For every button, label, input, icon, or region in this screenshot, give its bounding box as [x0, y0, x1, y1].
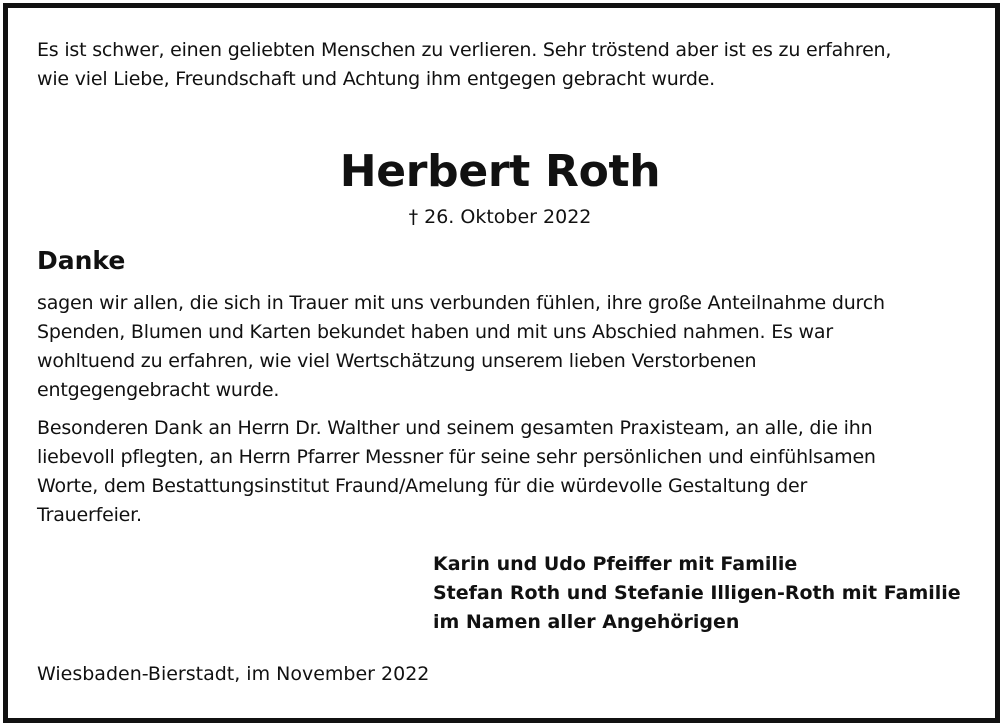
paragraph-line: Spenden, Blumen und Karten bekundet haben und mit uns Abschied nahmen. Es war: [37, 321, 833, 343]
place-and-date: Wiesbaden-Bierstadt, im November 2022: [37, 663, 430, 685]
intro-line: Es ist schwer, einen geliebten Menschen zu verlieren. Sehr tröstend aber ist es zu erfahren,: [37, 39, 892, 61]
thanks-heading: Danke: [37, 246, 126, 275]
paragraph-line: sagen wir allen, die sich in Trauer mit uns verbunden fühlen, ihre große Anteilnahme durch: [37, 292, 885, 314]
paragraph-line: wohltuend zu erfahren, wie viel Wertschätzung unserem lieben Verstorbenen: [37, 350, 757, 372]
paragraph-line: entgegengebracht wurde.: [37, 379, 280, 401]
intro-line: wie viel Liebe, Freundschaft und Achtung ihm entgegen gebracht wurde.: [37, 68, 716, 90]
signature-line: im Namen aller Angehörigen: [433, 611, 740, 633]
family-signatures: [433, 550, 961, 637]
paragraph-line: liebevoll pflegten, an Herrn Pfarrer Messner für seine sehr persönlichen und einfühlsamen: [37, 446, 876, 468]
paragraph-line: Worte, dem Bestattungsinstitut Fraund/Amelung für die würdevolle Gestaltung der: [37, 475, 808, 497]
paragraph-line: Besonderen Dank an Herrn Dr. Walther und seinem gesamten Praxisteam, an alle, die ihn: [37, 417, 873, 439]
deceased-name: Herbert Roth: [339, 146, 661, 197]
special-thanks-paragraph: [37, 414, 876, 530]
death-date: † 26. Oktober 2022: [408, 206, 592, 228]
thanks-paragraph: [37, 289, 885, 405]
signature-line: Karin und Udo Pfeiffer mit Familie: [433, 553, 798, 575]
signature-line: Stefan Roth und Stefanie Illigen-Roth mit Familie: [433, 582, 961, 604]
paragraph-line: Trauerfeier.: [37, 504, 142, 526]
intro-text: [37, 36, 891, 94]
